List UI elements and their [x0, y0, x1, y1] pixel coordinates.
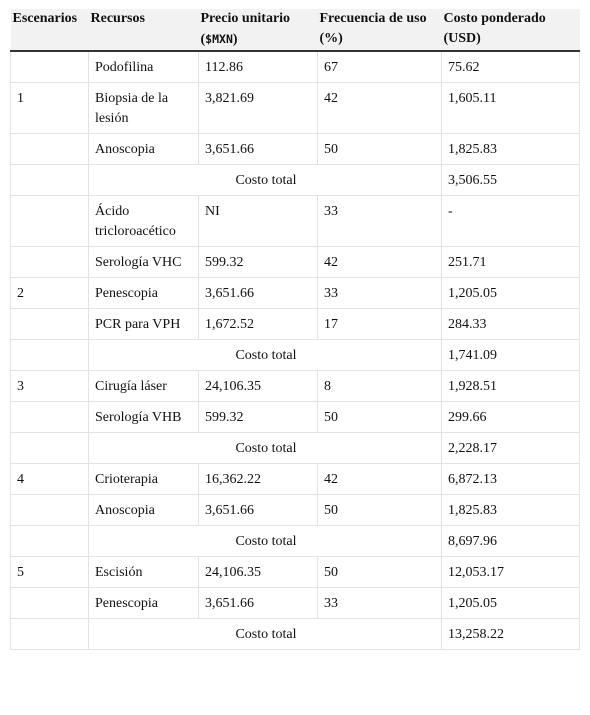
table-row	[11, 278, 580, 309]
cell-costo: 1,605.11	[442, 83, 580, 134]
cell-recurso: Cirugía láser	[89, 371, 199, 402]
table-row	[11, 309, 580, 340]
cell-escenario: 4	[11, 464, 89, 495]
total-label: Costo total	[89, 340, 442, 371]
table-row	[11, 371, 580, 402]
total-label: Costo total	[89, 433, 442, 464]
table-row	[11, 588, 580, 619]
total-row	[11, 526, 580, 557]
cell-empty	[11, 619, 89, 650]
cell-frecuencia: 50	[318, 557, 442, 588]
cell-costo: -	[442, 196, 580, 247]
table-row	[11, 51, 580, 83]
cell-recurso: Biopsia de la lesión	[89, 83, 199, 134]
header-recursos: Recursos	[89, 9, 199, 51]
cell-frecuencia: 33	[318, 196, 442, 247]
cell-precio: 24,106.35	[199, 557, 318, 588]
cell-precio: 3,651.66	[199, 134, 318, 165]
cell-frecuencia: 42	[318, 247, 442, 278]
cell-precio: 3,651.66	[199, 495, 318, 526]
cell-precio: 24,106.35	[199, 371, 318, 402]
table-row	[11, 495, 580, 526]
cell-escenario	[11, 495, 89, 526]
header-frecuencia: Frecuencia de uso (%)	[318, 9, 442, 51]
table-header	[11, 9, 580, 51]
cell-recurso: Anoscopia	[89, 134, 199, 165]
cell-escenario: 1	[11, 83, 89, 134]
cost-table	[10, 9, 580, 650]
cell-costo: 12,053.17	[442, 557, 580, 588]
cell-frecuencia: 33	[318, 588, 442, 619]
cell-frecuencia: 42	[318, 464, 442, 495]
cell-precio: 1,672.52	[199, 309, 318, 340]
cell-frecuencia: 67	[318, 51, 442, 83]
header-precio-label: Precio unitario	[200, 11, 291, 26]
cell-costo: 1,928.51	[442, 371, 580, 402]
cell-costo: 6,872.13	[442, 464, 580, 495]
total-value: 3,506.55	[442, 165, 580, 196]
total-label: Costo total	[89, 526, 442, 557]
cell-escenario	[11, 134, 89, 165]
total-row	[11, 619, 580, 650]
cell-frecuencia: 17	[318, 309, 442, 340]
cell-precio: 16,362.22	[199, 464, 318, 495]
total-value: 2,228.17	[442, 433, 580, 464]
cell-empty	[11, 165, 89, 196]
total-row	[11, 165, 580, 196]
header-costo: Costo ponderado (USD)	[442, 9, 580, 51]
table-row	[11, 134, 580, 165]
cell-recurso: Escisión	[89, 557, 199, 588]
cell-frecuencia: 42	[318, 83, 442, 134]
cell-recurso: Anoscopia	[89, 495, 199, 526]
cell-escenario	[11, 247, 89, 278]
cell-escenario: 5	[11, 557, 89, 588]
total-row	[11, 340, 580, 371]
cell-recurso: Serología VHC	[89, 247, 199, 278]
table-row	[11, 83, 580, 134]
cell-frecuencia: 50	[318, 402, 442, 433]
header-precio-unit: $MXN	[205, 32, 233, 46]
cell-costo: 299.66	[442, 402, 580, 433]
cell-empty	[11, 433, 89, 464]
cell-recurso: Podofilina	[89, 51, 199, 83]
table-row	[11, 402, 580, 433]
cell-precio: NI	[199, 196, 318, 247]
cell-costo: 251.71	[442, 247, 580, 278]
cell-recurso: Penescopia	[89, 588, 199, 619]
table-row	[11, 196, 580, 247]
cell-costo: 1,825.83	[442, 134, 580, 165]
header-precio: Precio unitario ($MXN)	[199, 9, 318, 51]
cell-recurso: Penescopia	[89, 278, 199, 309]
cell-precio: 599.32	[199, 247, 318, 278]
total-value: 13,258.22	[442, 619, 580, 650]
cell-frecuencia: 50	[318, 495, 442, 526]
cell-escenario	[11, 51, 89, 83]
cell-escenario: 3	[11, 371, 89, 402]
cell-escenario	[11, 402, 89, 433]
cell-costo: 1,205.05	[442, 588, 580, 619]
cell-costo: 1,205.05	[442, 278, 580, 309]
cell-precio: 112.86	[199, 51, 318, 83]
cell-frecuencia: 8	[318, 371, 442, 402]
table-row	[11, 557, 580, 588]
cell-costo: 75.62	[442, 51, 580, 83]
cell-recurso: PCR para VPH	[89, 309, 199, 340]
header-escenarios: Escenarios	[11, 9, 89, 51]
cell-costo: 284.33	[442, 309, 580, 340]
cell-precio: 3,651.66	[199, 278, 318, 309]
cell-precio: 599.32	[199, 402, 318, 433]
table-row	[11, 247, 580, 278]
total-row	[11, 433, 580, 464]
cell-precio: 3,651.66	[199, 588, 318, 619]
table-body	[11, 51, 580, 650]
cell-frecuencia: 50	[318, 134, 442, 165]
cell-recurso: Ácido tricloroacético	[89, 196, 199, 247]
cell-escenario: 2	[11, 278, 89, 309]
cell-costo: 1,825.83	[442, 495, 580, 526]
cell-empty	[11, 340, 89, 371]
cell-recurso: Serología VHB	[89, 402, 199, 433]
cell-escenario	[11, 196, 89, 247]
cell-recurso: Crioterapia	[89, 464, 199, 495]
total-value: 8,697.96	[442, 526, 580, 557]
cell-escenario	[11, 309, 89, 340]
table-row	[11, 464, 580, 495]
cell-escenario	[11, 588, 89, 619]
total-label: Costo total	[89, 165, 442, 196]
cell-precio: 3,821.69	[199, 83, 318, 134]
total-value: 1,741.09	[442, 340, 580, 371]
cell-frecuencia: 33	[318, 278, 442, 309]
total-label: Costo total	[89, 619, 442, 650]
cell-empty	[11, 526, 89, 557]
